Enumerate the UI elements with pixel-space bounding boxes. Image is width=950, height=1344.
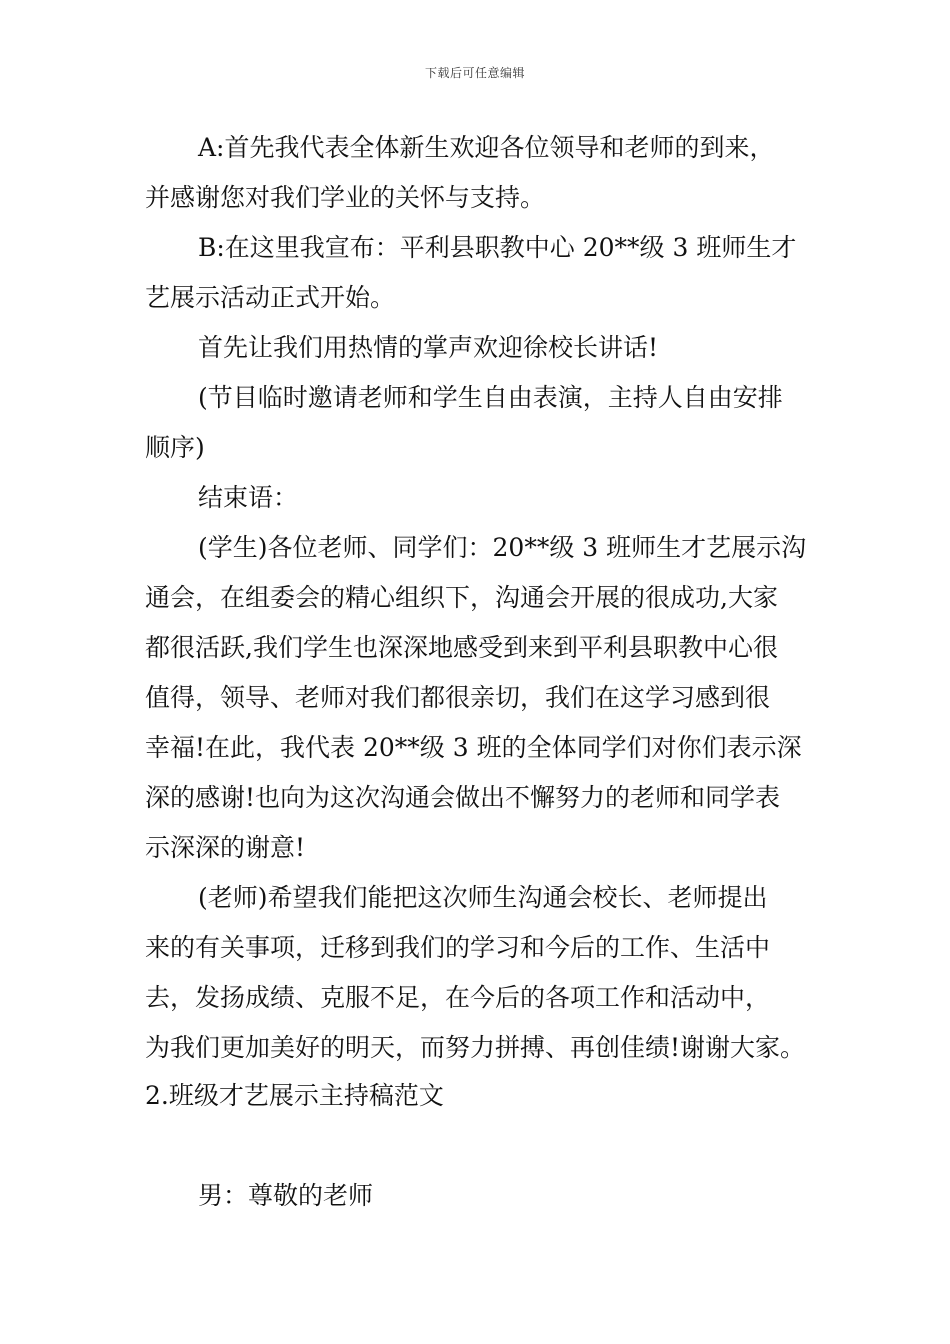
text-line: 幸福!在此，我代表 20**级 3 班的全体同学们对你们表示深 <box>145 733 802 762</box>
text-line: 男：尊敬的老师 <box>198 1181 374 1210</box>
text-line: A:首先我代表全体新生欢迎各位领导和老师的到来， <box>198 133 775 162</box>
text-line: 为我们更加美好的明天，而努力拼搏、再创佳绩!谢谢大家。 <box>145 1033 806 1062</box>
text-line: 艺展示活动正式开始。 <box>145 283 396 312</box>
text-line: 通会，在组委会的精心组织下，沟通会开展的很成功,大家 <box>145 583 778 612</box>
text-line: 结束语： <box>198 483 299 512</box>
text-line: 都很活跃,我们学生也深深地感受到来到平利县职教中心很 <box>145 633 778 662</box>
text-line: 来的有关事项，迁移到我们的学习和今后的工作、生活中 <box>145 933 771 962</box>
text-line: (学生)各位老师、同学们：20**级 3 班师生才艺展示沟 <box>198 533 807 562</box>
text-line: 去，发扬成绩、克服不足，在今后的各项工作和活动中， <box>145 983 771 1012</box>
text-line: 值得，领导、老师对我们都很亲切，我们在这学习感到很 <box>145 683 771 712</box>
header-note: 下载后可任意编辑 <box>424 66 525 80</box>
text-line: 深的感谢!也向为这次沟通会做出不懈努力的老师和同学表 <box>145 783 781 812</box>
section-heading: 2.班级才艺展示主持稿范文 <box>145 1081 444 1110</box>
text-line: 并感谢您对我们学业的关怀与支持。 <box>145 183 546 212</box>
text-line: (节目临时邀请老师和学生自由表演，主持人自由安排 <box>198 383 783 412</box>
text-line: (老师)希望我们能把这次师生沟通会校长、老师提出 <box>198 883 768 912</box>
text-line: 示深深的谢意! <box>145 833 306 862</box>
text-line: 顺序) <box>145 433 205 462</box>
text-line: 首先让我们用热情的掌声欢迎徐校长讲话! <box>198 333 659 362</box>
text-line: B:在这里我宣布：平利县职教中心 20**级 3 班师生才 <box>198 233 797 262</box>
